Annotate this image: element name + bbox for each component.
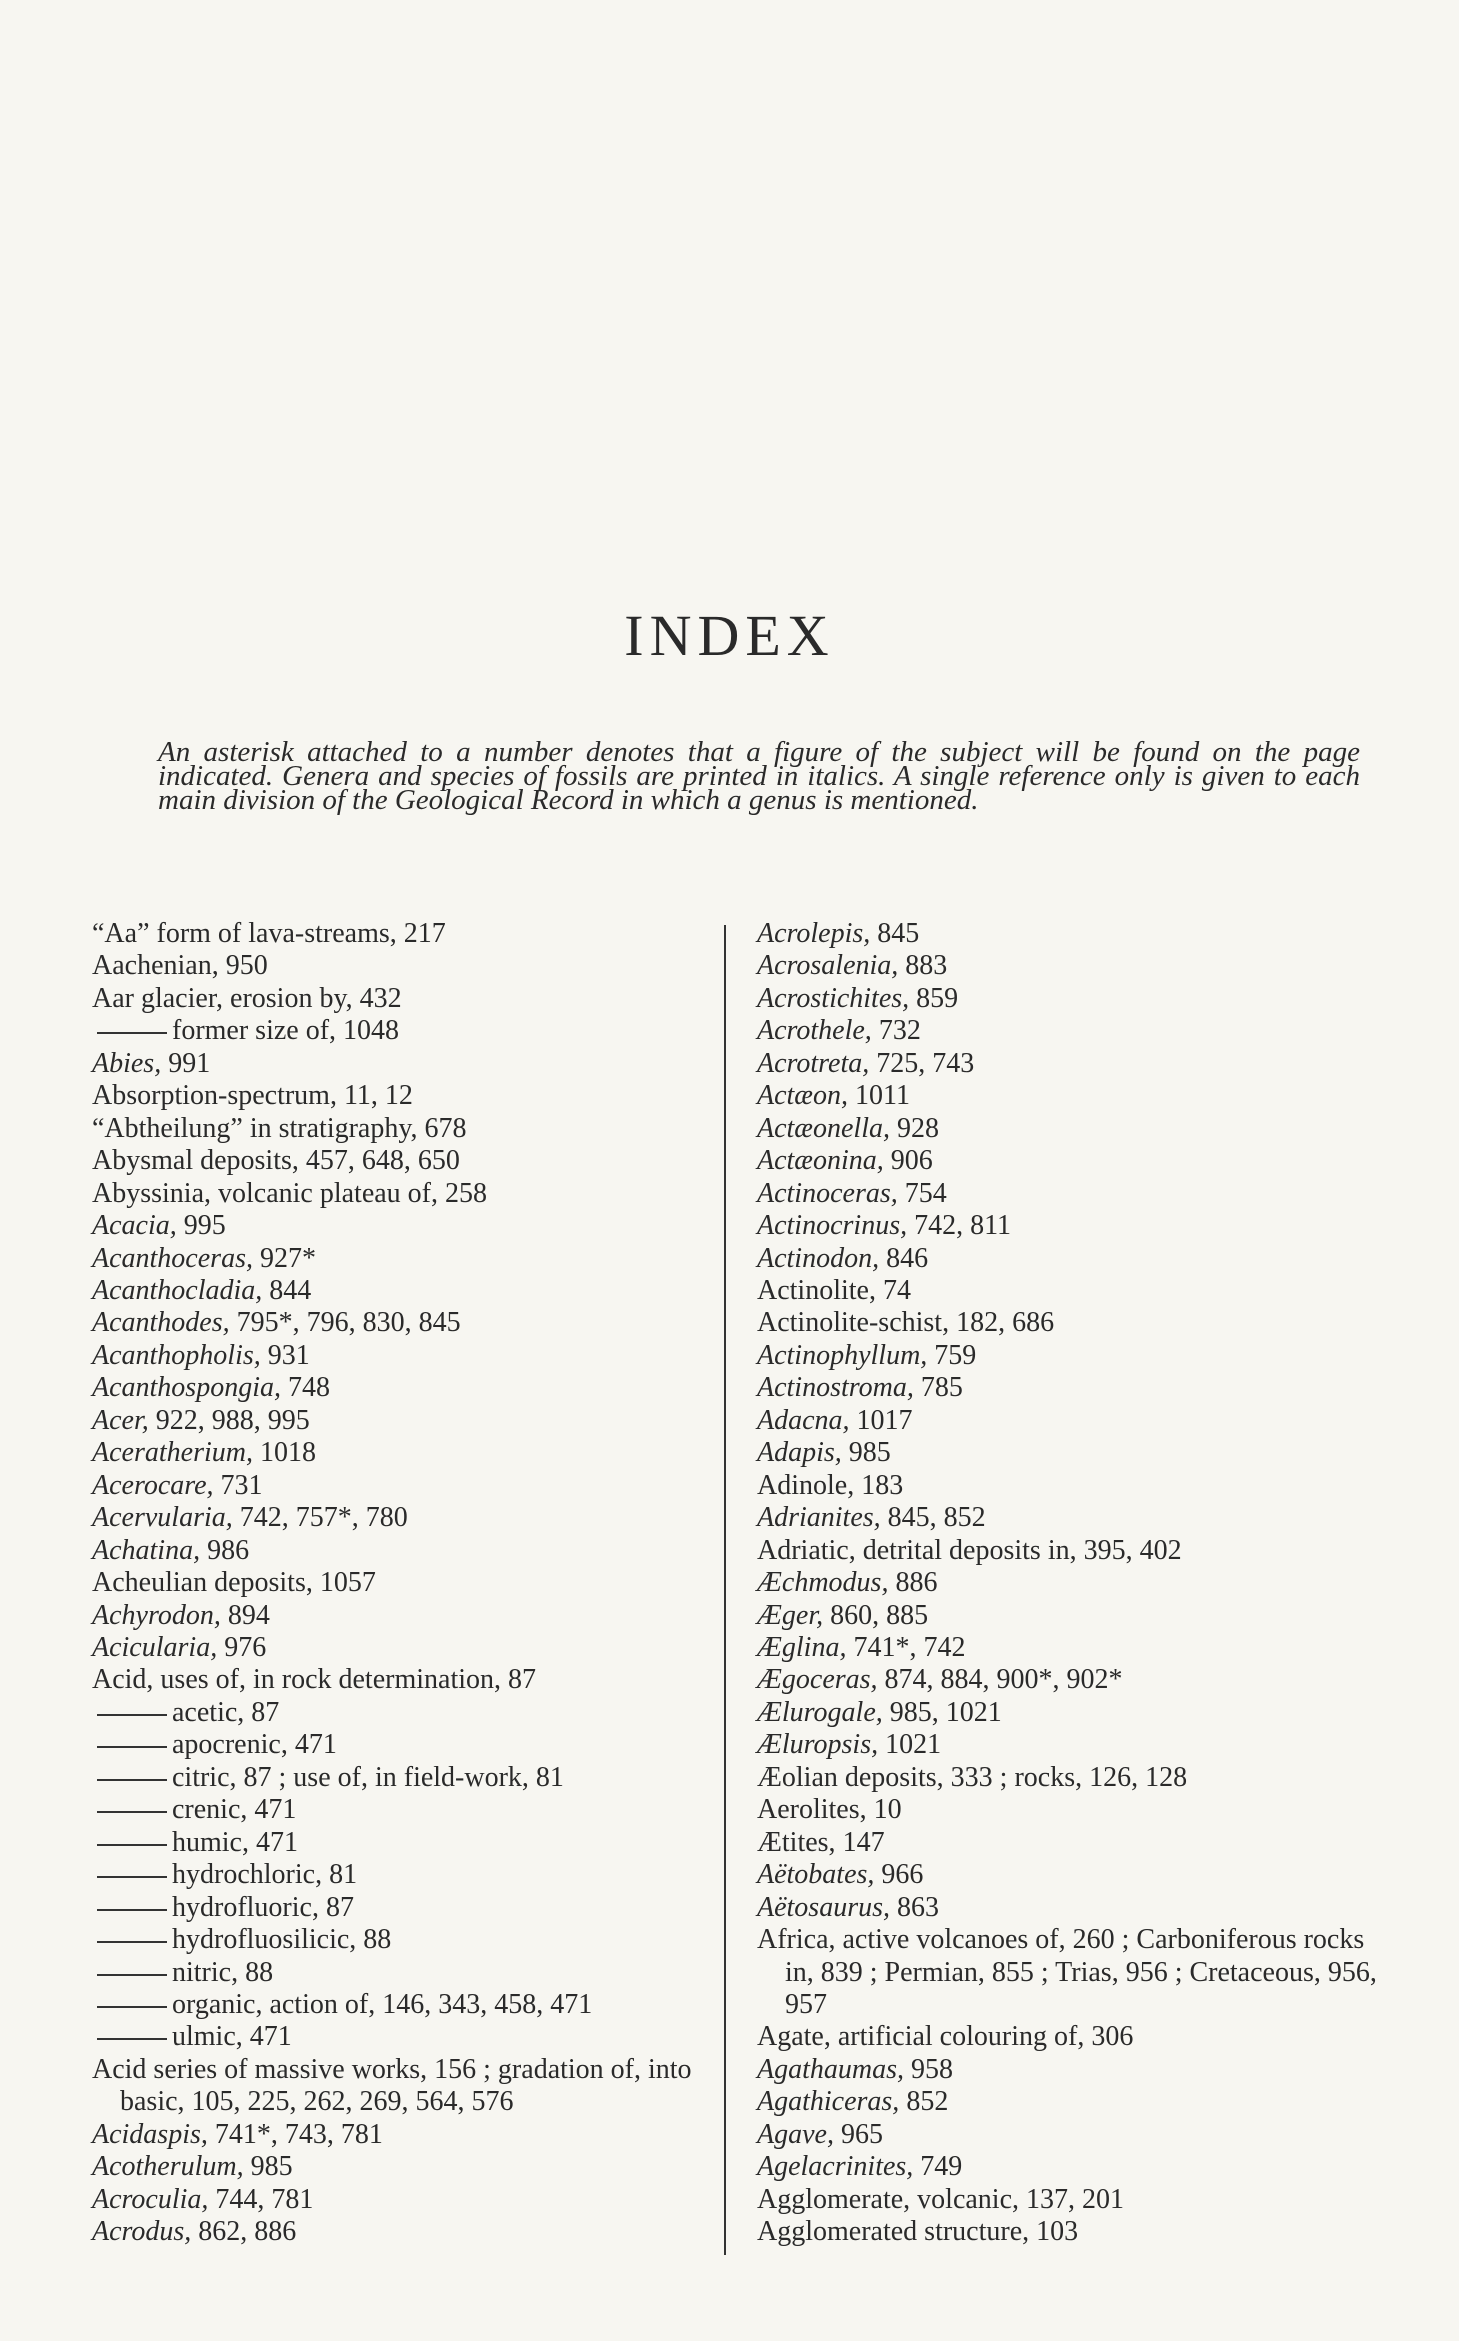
index-subentry: former size of, 1048 [92, 1015, 712, 1047]
index-entry: Acacia, 995 [92, 1210, 226, 1242]
index-entry: Abies, 991 [92, 1047, 211, 1079]
index-entry: Actæonella, 928 [757, 1112, 939, 1144]
index-entry: Actinophyllum, 759 [757, 1339, 977, 1371]
index-entry: Acanthodes, 795*, 796, 830, 845 [92, 1307, 461, 1339]
index-entry: Adrianites, 845, 852 [757, 1502, 986, 1534]
index-entry: Acervularia, 742, 757*, 780 [92, 1502, 408, 1534]
index-entry: Adinole, 183 [757, 1469, 904, 1501]
index-entry: Æluropsis, 1021 [757, 1729, 942, 1761]
index-entry: Acanthospongia, 748 [92, 1372, 330, 1404]
index-entry: Adriatic, detrital deposits in, 395, 402 [757, 1534, 1182, 1566]
index-entry: Æger, 860, 885 [757, 1599, 929, 1631]
index-subentry: ulmic, 471 [92, 2021, 712, 2053]
index-subentry: humic, 471 [92, 1827, 712, 1859]
index-entry: Actinocrinus, 742, 811 [757, 1210, 1012, 1242]
index-entry: Acrosalenia, 883 [757, 950, 948, 982]
index-entry: Abyssinia, volcanic plateau of, 258 [92, 1177, 488, 1209]
index-entry: Ætites, 147 [757, 1826, 885, 1858]
index-entry: Acid, uses of, in rock determination, 87 [92, 1664, 537, 1696]
index-entry: “Abtheilung” in stratigraphy, 678 [92, 1112, 467, 1144]
index-entry: Adapis, 985 [757, 1437, 891, 1469]
index-entry: Acicularia, 976 [92, 1631, 267, 1663]
index-entry: Acotherulum, 985 [92, 2151, 293, 2183]
index-entry: Aar glacier, erosion by, 432 [92, 982, 402, 1014]
index-entry: Acroculia, 744, 781 [92, 2183, 314, 2215]
index-subentry: apocrenic, 471 [92, 1729, 712, 1761]
index-entry: Aerolites, 10 [757, 1794, 902, 1826]
index-entry: “Aa” form of lava-streams, 217 [92, 918, 446, 949]
index-entry: Acerocare, 731 [92, 1469, 263, 1501]
index-subentry: hydrofluoric, 87 [92, 1892, 712, 1924]
index-entry: Agave, 965 [757, 2118, 883, 2150]
index-entry: Acidaspis, 741*, 743, 781 [92, 2118, 383, 2150]
index-entry: Acrodus, 862, 886 [92, 2216, 297, 2248]
index-entry: Agathiceras, 852 [757, 2086, 949, 2118]
index-entry: Achatina, 986 [92, 1534, 250, 1566]
index-entry: Ægoceras, 874, 884, 900*, 902* [757, 1664, 1123, 1696]
index-subentry: hydrofluosilicic, 88 [92, 1924, 712, 1956]
index-entry: Acrothele, 732 [757, 1015, 921, 1047]
index-entry: Acrotreta, 725, 743 [757, 1047, 975, 1079]
index-note: An asterisk attached to a number denotes that a figure of the subject will be found on the page indicated. Genera and species of fossils are printed in italics. A single reference only is given to each main division of the Geological Record in which a genus is mentioned. [158, 736, 1360, 816]
index-entry: Adacna, 1017 [757, 1404, 913, 1436]
index-subentry: organic, action of, 146, 343, 458, 471 [92, 1989, 712, 2021]
index-subentry: nitric, 88 [92, 1957, 712, 1989]
index-entry: Africa, active volcanoes of, 260 ; Carboniferous rocks in, 839 ; Permian, 855 ; Trias, 956 ; Cretaceous, 956, 957 [757, 1924, 1377, 2020]
index-entry: Agglomerate, volcanic, 137, 201 [757, 2183, 1125, 2215]
index-entry: Agglomerated structure, 103 [757, 2216, 1079, 2248]
index-entry: Acer, 922, 988, 995 [92, 1404, 310, 1436]
page-title: INDEX [624, 603, 835, 668]
index-entry: Acid series of massive works, 156 ; gradation of, into basic, 105, 225, 262, 269, 564, 576 [92, 2053, 692, 2118]
index-column-right [757, 918, 1377, 2249]
index-entry: Agate, artificial colouring of, 306 [757, 2021, 1134, 2053]
index-entry: Achyrodon, 894 [92, 1599, 270, 1631]
index-entry: Agathaumas, 958 [757, 2053, 953, 2085]
index-entry: Absorption-spectrum, 11, 12 [92, 1080, 413, 1112]
index-entry: Acrostichites, 859 [757, 982, 959, 1014]
index-entry: Æchmodus, 886 [757, 1567, 938, 1599]
index-entry: Acanthopholis, 931 [92, 1339, 310, 1371]
index-entry: Acanthocladia, 844 [92, 1274, 312, 1306]
index-subentry: crenic, 471 [92, 1794, 712, 1826]
index-entry: Actæon, 1011 [757, 1080, 910, 1112]
index-entry: Actinolite-schist, 182, 686 [757, 1307, 1055, 1339]
index-entry: Aëtobates, 966 [757, 1859, 924, 1891]
index-entry: Acrolepis, 845 [757, 918, 920, 949]
index-subentry: citric, 87 ; use of, in field-work, 81 [92, 1762, 712, 1794]
index-entry: Aachenian, 950 [92, 950, 268, 982]
index-subentry: acetic, 87 [92, 1697, 712, 1729]
index-subentry: hydrochloric, 81 [92, 1859, 712, 1891]
index-entry: Actæonina, 906 [757, 1145, 933, 1177]
index-entry: Abysmal deposits, 457, 648, 650 [92, 1145, 460, 1177]
index-entry: Actinodon, 846 [757, 1242, 929, 1274]
index-entry: Actinoceras, 754 [757, 1177, 947, 1209]
index-entry: Actinostroma, 785 [757, 1372, 963, 1404]
index-entry: Acheulian deposits, 1057 [92, 1567, 376, 1599]
column-divider [724, 925, 726, 2255]
index-entry: Aëtosaurus, 863 [757, 1891, 939, 1923]
index-entry: Æglina, 741*, 742 [757, 1631, 966, 1663]
index-entry: Actinolite, 74 [757, 1274, 911, 1306]
index-entry: Agelacrinites, 749 [757, 2151, 963, 2183]
index-entry: Æolian deposits, 333 ; rocks, 126, 128 [757, 1761, 1188, 1793]
index-entry: Aceratherium, 1018 [92, 1437, 316, 1469]
index-entry: Acanthoceras, 927* [92, 1242, 316, 1274]
index-column-left [92, 918, 712, 2249]
index-entry: Ælurogale, 985, 1021 [757, 1696, 1002, 1728]
